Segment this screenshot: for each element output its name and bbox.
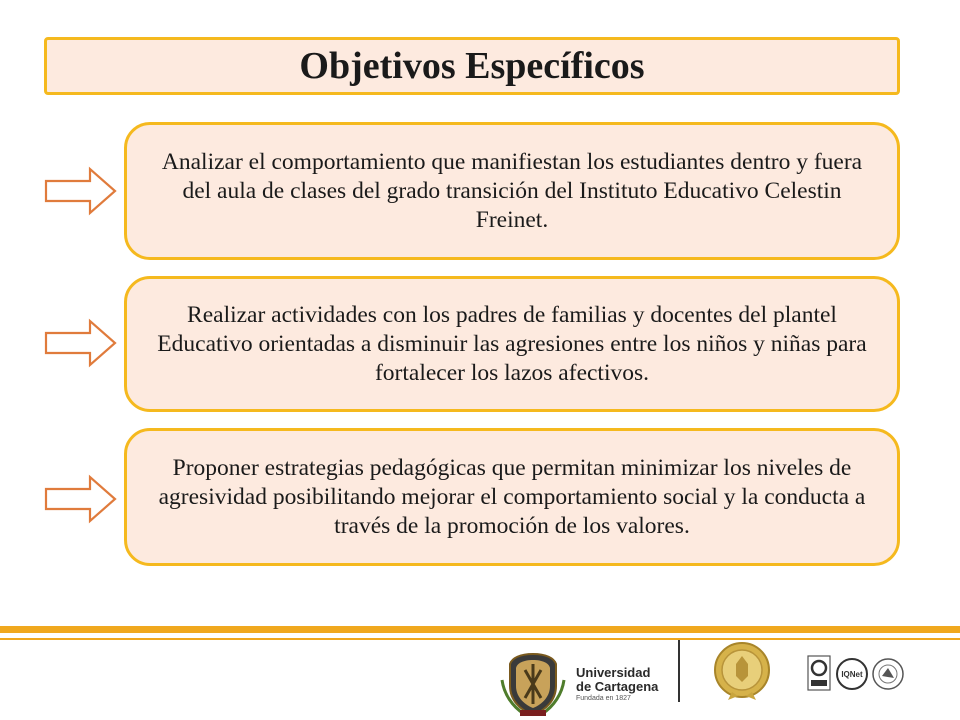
arrow-right-icon: [44, 318, 118, 368]
objective-text-2: Realizar actividades con los padres de familias y docentes del plantel Educativo orientadas a disminuir las agresiones entre los niños y niñas para fortalecer los lazos afectivos.: [157, 301, 867, 386]
objective-box-1: [124, 122, 900, 260]
footer-divider: [678, 640, 680, 702]
footer: [0, 640, 960, 720]
university-line-1: Universidad: [576, 665, 651, 680]
slide-title: Objetivos Específicos: [299, 45, 645, 87]
university-name: [576, 666, 658, 703]
title-banner: [44, 37, 900, 95]
objective-box-3: [124, 428, 900, 566]
university-line-2: de Cartagena: [576, 679, 659, 694]
university-founded: Fundada en 1827: [576, 695, 631, 702]
accreditation-seal-logo: [712, 640, 772, 700]
certification-logos: [806, 654, 906, 694]
objective-box-2: [124, 276, 900, 412]
arrow-right-icon: [44, 166, 118, 216]
university-crest-logo: [498, 650, 568, 718]
cert-iqnet-label: IQNet: [841, 670, 863, 679]
footer-stripe-thick: [0, 626, 960, 633]
arrow-right-icon: [44, 474, 118, 524]
objective-text-3: Proponer estrategias pedagógicas que permitan minimizar los niveles de agresividad posibilitando mejorar el comportamiento social y la conducta a través de la promoción de los valores.: [158, 454, 866, 539]
objective-text-1: Analizar el comportamiento que manifiestan los estudiantes dentro y fuera del aula de clases del grado transición del Instituto Educativo Celestin Freinet.: [161, 148, 863, 233]
